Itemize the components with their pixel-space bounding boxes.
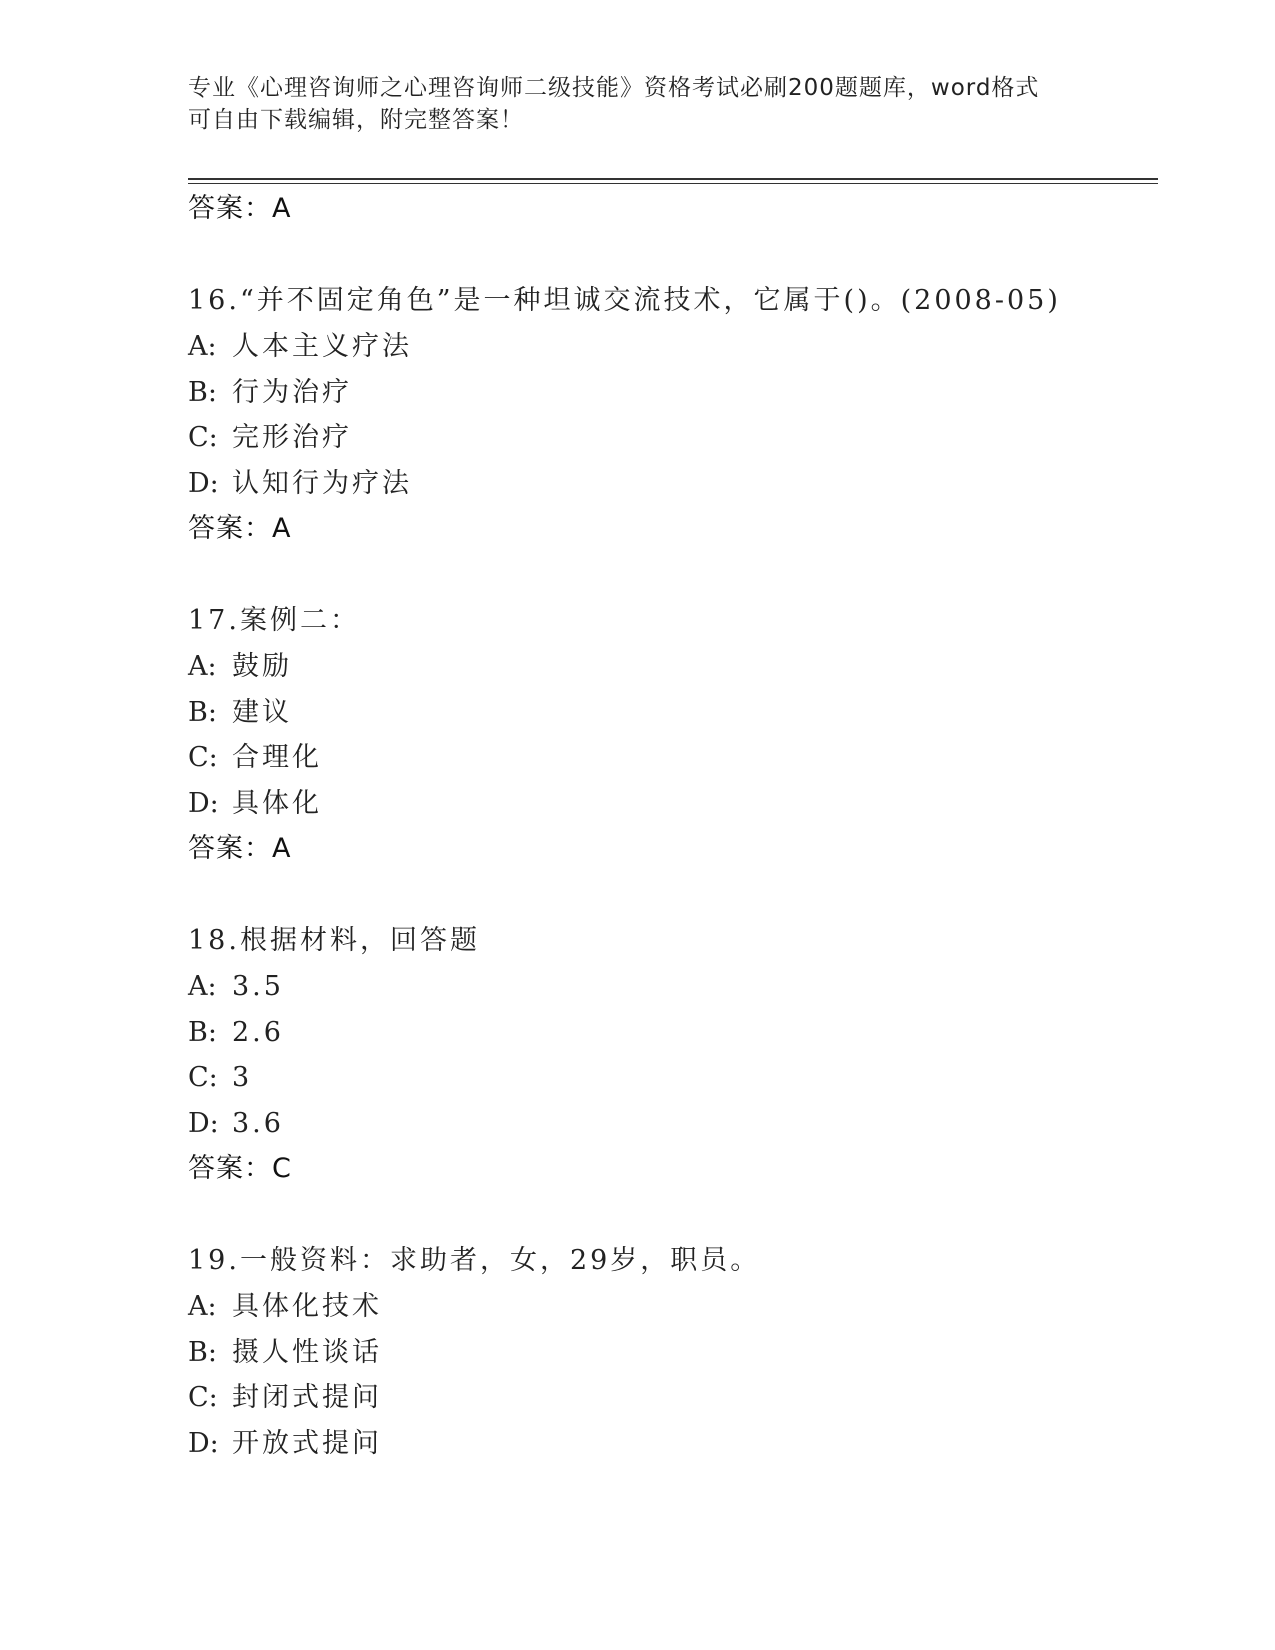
option-a [188,1284,1148,1330]
question-text: 18.根据材料，回答题 [188,925,480,956]
option-text: 人本主义疗法 [232,331,412,362]
question-text: 16.“并不固定角色”是一种坦诚交流技术，它属于()。(2008-05) [188,285,1061,316]
option-c [188,1375,1148,1421]
option-key: D: [188,787,219,819]
option-b [188,1330,1148,1376]
option-key: C: [188,742,218,773]
question-block [188,918,1148,1191]
option-key: A: [188,331,217,362]
option-key: B: [188,1336,217,1368]
option-text: 完形治疗 [232,422,352,453]
option-a [188,964,1148,1010]
option-text: 封闭式提问 [232,1382,382,1413]
option-d [188,781,1148,827]
option-c [188,735,1148,781]
answer-line: 答案：C [188,1153,292,1184]
option-c [188,415,1148,461]
option-text: 开放式提问 [232,1427,382,1459]
question-block [188,1238,1148,1466]
option-text: 行为治疗 [232,376,352,408]
option-key: D: [188,1107,219,1139]
answer-line: 答案：A [188,513,292,544]
option-key: B: [188,376,217,408]
option-text: 具体化技术 [232,1291,382,1322]
question-text: 19.一般资料：求助者，女，29岁，职员。 [188,1245,761,1276]
option-d [188,1421,1148,1467]
option-b [188,370,1148,416]
option-text: 3.6 [232,1107,284,1139]
option-a [188,324,1148,370]
option-text: 摄人性谈话 [232,1336,382,1368]
question-list [188,186,1148,1466]
option-key: A: [188,651,217,682]
option-d [188,1101,1148,1147]
header-line-2: 可自由下载编辑，附完整答案！ [188,107,524,133]
answer-line: 答案：A [188,193,292,224]
header-line-1: 专业《心理咨询师之心理咨询师二级技能》资格考试必刷200题题库，word格式 [188,75,1040,101]
option-d [188,461,1148,507]
header-rule-thin [188,183,1158,184]
option-text: 具体化 [232,787,322,819]
option-text: 鼓励 [232,651,292,682]
option-key: A: [188,1291,217,1322]
option-b [188,1010,1148,1056]
option-text: 3.5 [232,971,284,1002]
question-text: 17.案例二： [188,605,360,636]
option-key: C: [188,1382,218,1413]
option-text: 认知行为疗法 [232,467,412,499]
option-key: A: [188,971,217,1002]
answer-line: 答案：A [188,833,292,864]
option-c [188,1055,1148,1101]
option-key: B: [188,1016,217,1048]
option-key: D: [188,1427,219,1459]
option-key: C: [188,1062,218,1093]
option-text: 2.6 [232,1016,284,1048]
option-text: 建议 [232,696,292,728]
option-text: 合理化 [232,742,322,773]
question-block [188,598,1148,871]
option-a [188,644,1148,690]
option-key: C: [188,422,218,453]
option-key: B: [188,696,217,728]
option-b [188,690,1148,736]
header-rule-thick [188,178,1158,180]
question-block [188,278,1148,551]
option-text: 3 [232,1062,253,1093]
document-header [188,72,1068,136]
option-key: D: [188,467,219,499]
